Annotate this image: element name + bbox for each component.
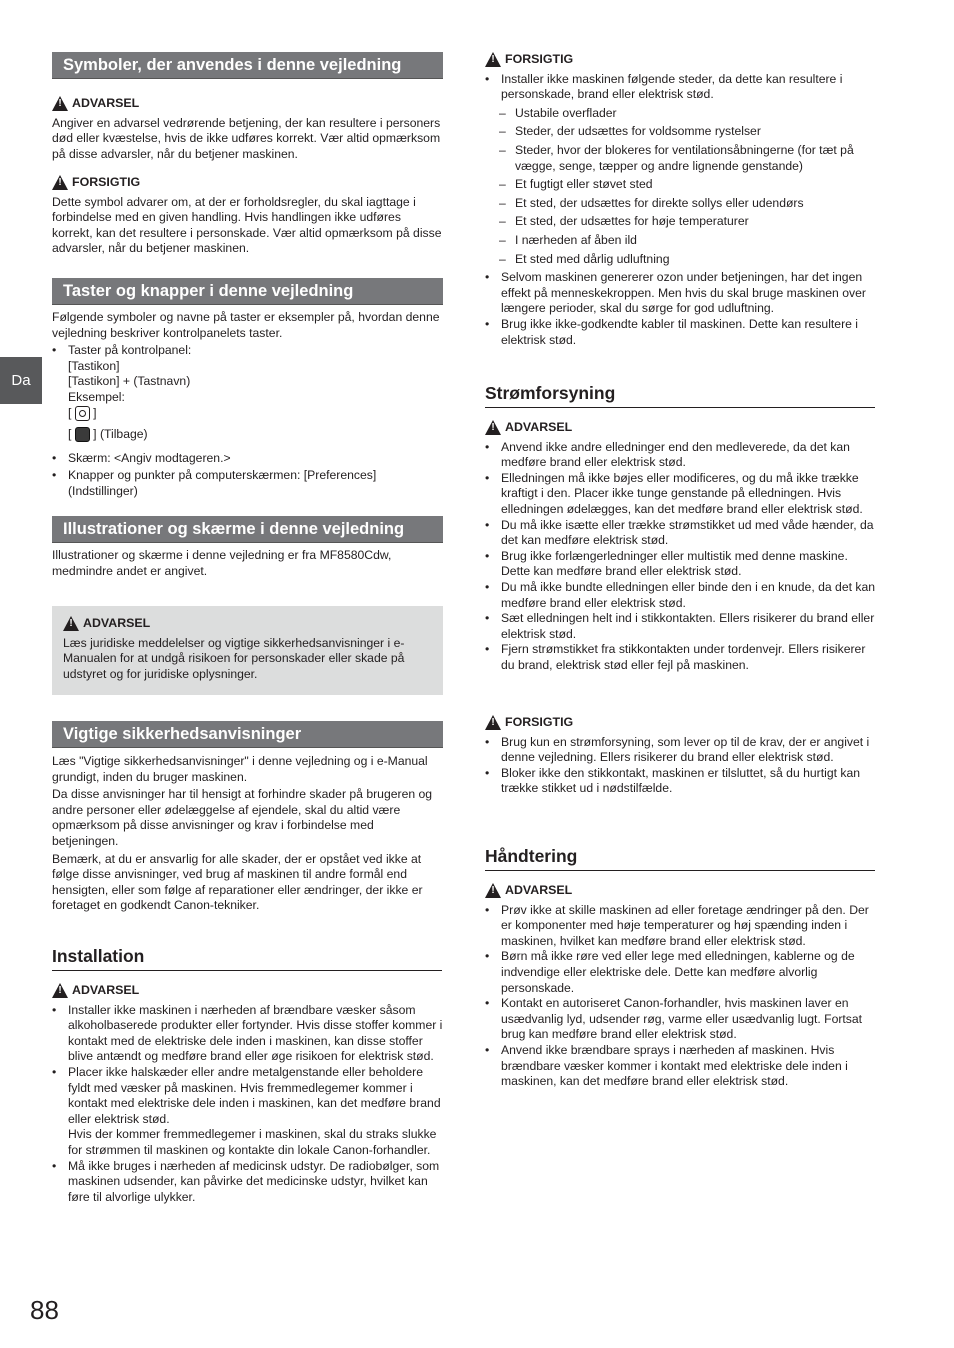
safety-paragraph: Bemærk, at du er ansvarlig for alle skader, der er opstået ved ikke at følge disse anvisninger, ved brug af maskinen til andre formål end hensigten, eller som følge af reparationer eller ændringer, der ikke er foretaget en godkendt Canon-tekniker. bbox=[52, 851, 423, 913]
legal-warning-text: Læs juridiske meddelelser og vigtige sikkerhedsanvisninger i e-Manualen for at undgå risikoen for personskader eller skade på udstyret og for juridiske oplysninger. bbox=[63, 635, 405, 681]
list-item: – Et fugtigt eller støvet sted bbox=[485, 177, 876, 193]
list-item: – I nærheden af åben ild bbox=[485, 233, 876, 249]
list-item: • Anvend ikke brændbare sprays i nærheden af maskinen. Hvis brændbare væsker kommer i kontakt med elektriske dele inden i maskinen, kan det medføre brand eller elektrisk stød. bbox=[485, 1043, 876, 1090]
list-item: • Bloker ikke den stikkontakt, maskinen er tilsluttet, så du hurtigt kan trække stikket ud i nødstilfælde. bbox=[485, 766, 876, 797]
list-item: • Installer ikke maskinen i nærheden af brændbare væsker såsom alkoholbaserede produkter eller fortynder. Hvis disse stoffer kommer i kontakt med de elektriske dele inden i maskinen, kan disse stoffer blive antændt og medføre brand eller øge risikoen for elektrisk stød. bbox=[52, 1003, 443, 1065]
language-tab: Da bbox=[0, 357, 42, 404]
warning-triangle-icon bbox=[485, 883, 501, 898]
list-item: • Brug ikke ikke-godkendte kabler til maskinen. Dette kan resultere i elektrisk stød. bbox=[485, 317, 876, 348]
caution-triangle-icon bbox=[52, 175, 68, 190]
list-item: • Fjern strømstikket fra stikkontakten under tordenvejr. Ellers risikerer du brand, elektrisk stød eller fejl på maskinen. bbox=[485, 642, 876, 673]
warning-triangle-icon bbox=[52, 96, 68, 111]
back-key-icon bbox=[75, 427, 90, 442]
caution-label: ! FORSIGTIG bbox=[485, 52, 876, 68]
list-item: – Steder, hvor der blokeres for ventilationsåbningerne (for tæt på vægge, senge, tæpper og andre lignende genstande) bbox=[485, 143, 876, 174]
list-item: • Selvom maskinen genererer ozon under betjeningen, har det ingen effekt på menneskekroppen. Men hvis du skal bruge maskinen over længere perioder, skal du sørge for god udluftning. bbox=[485, 270, 876, 317]
power-warning-block bbox=[485, 420, 876, 674]
caution-label: ! FORSIGTIG bbox=[52, 175, 443, 191]
list-item: • Sæt elledningen helt ind i stikkontakten. Ellers risikerer du brand eller elektrisk stød. bbox=[485, 611, 876, 642]
list-item: • Du må ikke isætte eller trække strømstikket ud med våde hænder, da det kan medføre elektrisk stød. bbox=[485, 518, 876, 549]
power-caution-list bbox=[485, 735, 876, 797]
list-item: • Elledningen må ikke bøjes eller modificeres, og du må ikke trække kraftigt i den. Placer ikke tunge genstande på elledningen. Hvis elledningen ødelægges, kan det medføre brand eller elektrisk stød. bbox=[485, 471, 876, 518]
safety-content bbox=[52, 754, 443, 914]
symbols-caution-text: Dette symbol advarer om, at der er forholdsregler, du skal iagttage i forbindelse med en given handling. Hvis handlingen ikke udføres korrekt, kan det resultere i personskade. Vær altid opmærksom på disse advarsler, når du betjener maskinen. bbox=[52, 194, 442, 256]
warning-triangle-icon bbox=[52, 983, 68, 998]
list-item: • Placer ikke halskæder eller andre metalgenstande eller beholdere fyldt med væsker på maskinen. Hvis fremmedlegemer kommer i kontakt med elektriske dele inden i maskinen, kan det medføre brand eller elektrisk stød. Hvis der kommer fremmedlegemer i maskinen, skal du straks slukke for strømmen til maskinen og kontakte din lokale Canon-forhandler. bbox=[52, 1065, 443, 1159]
warning-label: ! ADVARSEL bbox=[52, 983, 443, 999]
list-item: • Taster på kontrolpanel: [Tastikon] [Tastikon] + (Tastnavn) Eksempel: [ ] [ ] (Tilbage) bbox=[52, 343, 443, 448]
list-item: • Knapper og punkter på computerskærmen: [Preferences] (Indstillinger) bbox=[52, 468, 443, 499]
handling-warning-list bbox=[485, 903, 876, 1090]
warning-triangle-icon bbox=[485, 420, 501, 435]
illustrations-text: Illustrationer og skærme i denne vejledning er fra MF8580Cdw, medmindre andet er angivet. bbox=[52, 548, 392, 578]
symbols-warning-text: Angiver en advarsel vedrørende betjening, der kan resultere i personers død eller kvæstelse, hvis de ikke udføres korrekt. Vær altid opmærksom på disse advarsler, når du betjener maskinen. bbox=[52, 115, 441, 161]
symbols-warning-block bbox=[52, 96, 443, 162]
caution-triangle-icon bbox=[485, 715, 501, 730]
installation-warning-block bbox=[52, 983, 443, 1205]
safety-paragraph: Da disse anvisninger har til hensigt at forhindre skader på brugeren og andre personer eller ødelæggelse af ejendele, skal du altid være opmærksom på disse anvisninger og krav i forbindelse med betjeningen. bbox=[52, 787, 433, 848]
list-item: • Skærm: <Angiv modtageren.> bbox=[52, 451, 443, 467]
power-caution-block bbox=[485, 715, 876, 797]
warning-label: ! ADVARSEL bbox=[52, 96, 443, 112]
warning-label: ! ADVARSEL bbox=[485, 420, 876, 436]
key-example-icon bbox=[75, 406, 90, 421]
section-title-symbols: Symboler, der anvendes i denne vejledning bbox=[52, 52, 443, 79]
section-title-keys: Taster og knapper i denne vejledning bbox=[52, 278, 443, 305]
installation-caution-block bbox=[485, 52, 876, 348]
list-item: • Børn må ikke røre ved eller lege med elledningen, kablerne og de indvendige eller elektriske dele. Dette kan medføre alvorlig personskade. bbox=[485, 949, 876, 996]
list-item: • Brug kun en strømforsyning, som lever op til de krav, der er angivet i denne vejledning. Ellers risikerer du brand eller elektrisk stød. bbox=[485, 735, 876, 766]
list-item: • Kontakt en autoriseret Canon-forhandler, hvis maskinen laver en usædvanlig lyd, udsender røg, varme eller usædvanlig lugt. Fortsat brug kan medføre brand eller elektrisk stød. bbox=[485, 996, 876, 1043]
keys-content bbox=[52, 310, 443, 499]
legal-warning-box bbox=[52, 606, 443, 695]
location-sublist bbox=[485, 106, 876, 267]
list-item: – Steder, der udsættes for voldsomme rystelser bbox=[485, 124, 876, 140]
section-title-power: Strømforsyning bbox=[485, 382, 875, 408]
symbols-caution-block bbox=[52, 175, 443, 257]
list-item: • Prøv ikke at skille maskinen ad eller foretage ændringer på den. Der er komponenter med høje temperaturer og høj spænding inden i maskinen, hvilket kan medføre brand eller elektrisk stød. bbox=[485, 903, 876, 950]
warning-label: ! ADVARSEL bbox=[485, 883, 876, 899]
list-item: • Anvend ikke andre elledninger end den medleverede, da det kan medføre brand eller elektrisk stød. bbox=[485, 440, 876, 471]
list-item: – Et sted, der udsættes for høje temperaturer bbox=[485, 214, 876, 230]
safety-paragraph: Læs "Vigtige sikkerhedsanvisninger" i denne vejledning og i e-Manual grundigt, inden du bruger maskinen. bbox=[52, 754, 428, 784]
section-title-handling: Håndtering bbox=[485, 845, 875, 871]
caution-label: ! FORSIGTIG bbox=[485, 715, 876, 731]
list-item: • Brug ikke forlængerledninger eller multistik med denne maskine. Dette kan medføre brand eller elektrisk stød. bbox=[485, 549, 876, 580]
list-item: • Må ikke bruges i nærheden af medicinsk udstyr. De radiobølger, som maskinen udsender, kan påvirke det medicinske udstyr, hvilket kan føre til alvorlige ulykker. bbox=[52, 1159, 443, 1206]
page-number: 88 bbox=[30, 1295, 59, 1325]
caution-triangle-icon bbox=[485, 52, 501, 67]
list-item: – Et sted med dårlig udluftning bbox=[485, 252, 876, 268]
section-title-illustrations: Illustrationer og skærme i denne vejledning bbox=[52, 516, 443, 543]
list-item: • Du må ikke bundte elledningen eller binde den i en knude, da det kan medføre brand eller elektrisk stød. bbox=[485, 580, 876, 611]
section-title-installation: Installation bbox=[52, 945, 442, 971]
warning-triangle-icon bbox=[63, 616, 79, 631]
keys-intro: Følgende symboler og navne på taster er eksempler på, hvordan denne vejledning beskriver kontrolpanelets taster. bbox=[52, 310, 440, 340]
warning-label: ! ADVARSEL bbox=[63, 616, 432, 632]
list-item: – Ustabile overflader bbox=[485, 106, 876, 122]
list-item: • Installer ikke maskinen følgende steder, da dette kan resultere i personskade, brand eller elektrisk stød. – Ustabile overflader – Steder, der udsættes for voldsomme rystelser – Steder, hvor der blokeres for ventilationsåbningerne (for tæt på vægge, senge, tæpper og andre lignende genstande) – Et fugtigt eller støvet sted – Et sted, der udsættes for direkte sollys eller udendørs – Et sted, der udsættes for høje temperaturer – I nærheden af åben ild – Et sted med dårlig udluftning bbox=[485, 72, 876, 268]
list-item: – Et sted, der udsættes for direkte sollys eller udendørs bbox=[485, 196, 876, 212]
power-warning-list bbox=[485, 440, 876, 674]
handling-warning-block bbox=[485, 883, 876, 1090]
section-title-safety: Vigtige sikkerhedsanvisninger bbox=[52, 721, 443, 748]
